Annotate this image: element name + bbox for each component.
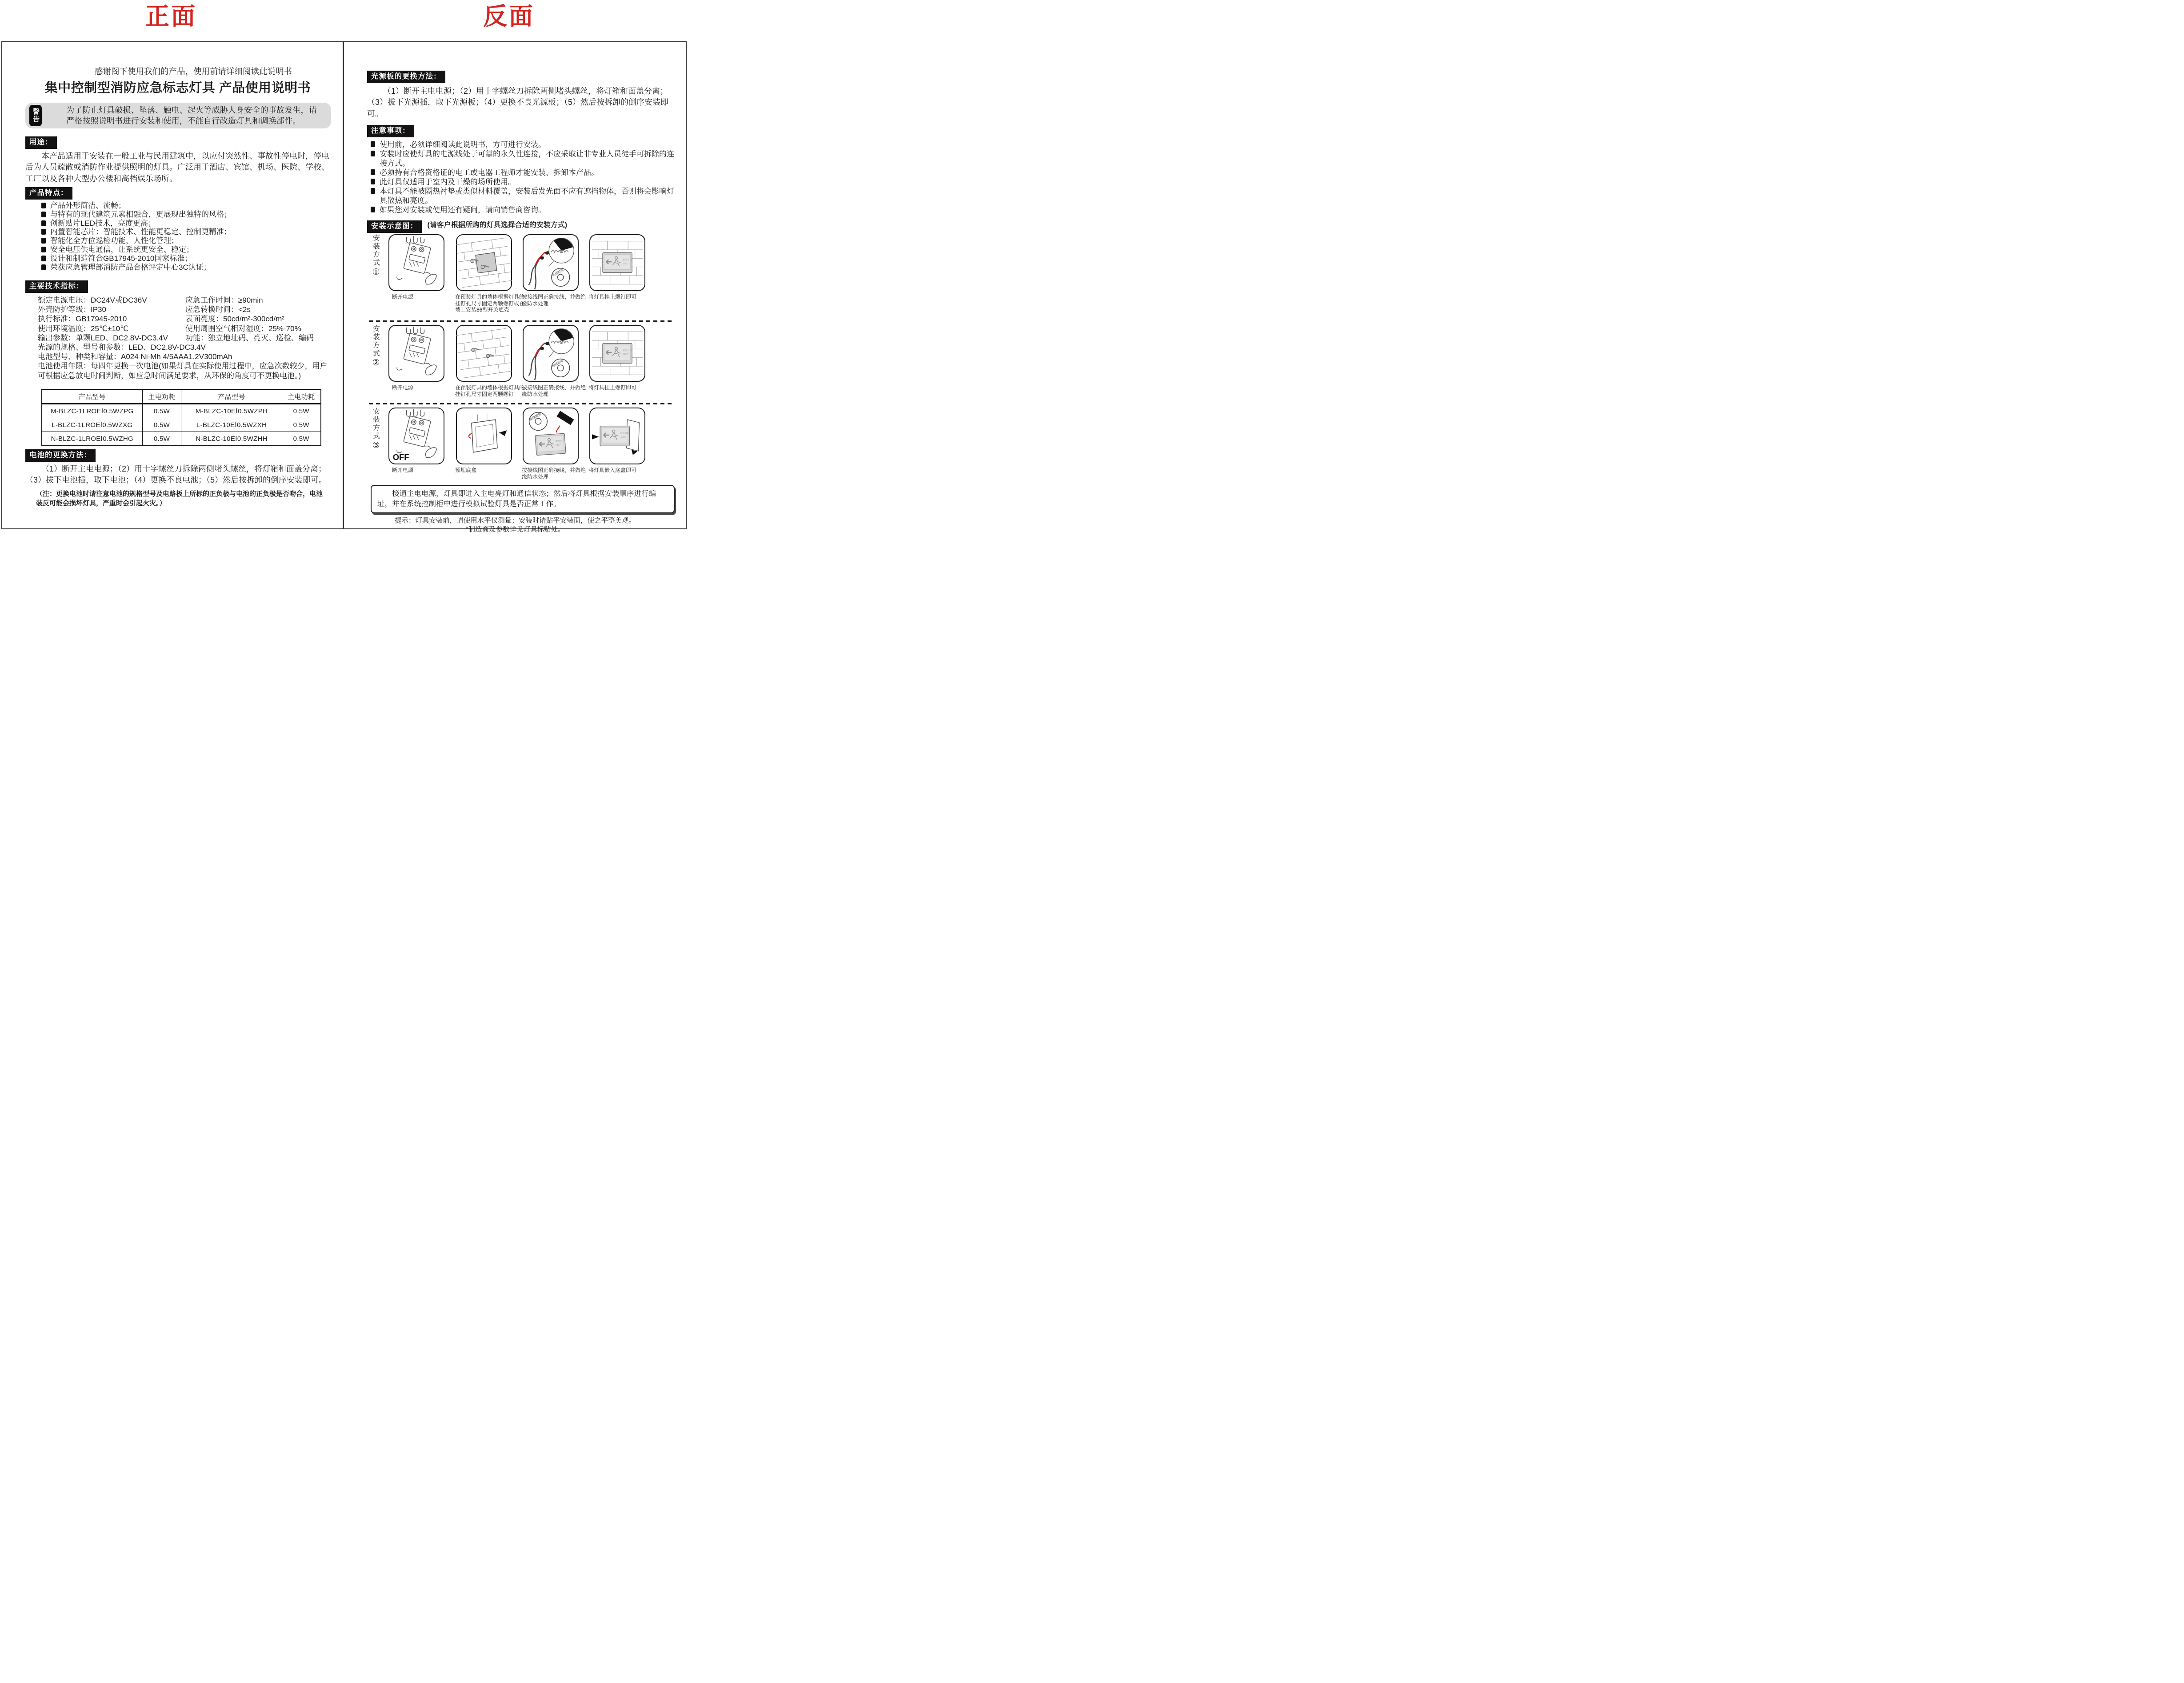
front-page xyxy=(1,41,344,529)
square-bullet-icon xyxy=(371,169,375,175)
panel-wall-plate-illustration xyxy=(456,234,512,291)
col-header: 产品型号 xyxy=(181,389,282,404)
table-header-row xyxy=(42,389,321,404)
feature-item: 内置智能芯片：智能技术、性能更稳定、控制更精准； xyxy=(41,228,335,236)
notes-list xyxy=(371,140,677,215)
panel-recessed-box-illustration xyxy=(456,408,512,464)
square-bullet-icon xyxy=(371,151,375,156)
square-bullet-icon xyxy=(371,141,375,147)
battery-note: （注：更换电池时请注意电池的规格型号及电路板上所标的正负极与电池的正负极是否吻合，电池装反可能会损坏灯具，严重时会引起火灾。） xyxy=(36,490,323,507)
note-item: 此灯具仅适用于室内及干燥的场所使用。 xyxy=(371,177,677,187)
warning-label: 警告 xyxy=(29,105,42,126)
note-item: 安装时应使灯具的电源线处于可靠的永久性连接，不应采取让非专业人员徒手可拆除的连接方式。 xyxy=(371,149,677,168)
col-header: 主电功耗 xyxy=(142,389,181,404)
spec-row: 执行标准：GB17945-2010 表面亮度：50cd/m²-300cd/m² xyxy=(38,315,284,324)
square-bullet-icon xyxy=(41,220,46,226)
features-list xyxy=(41,201,335,272)
back-page-title: 反面 xyxy=(483,3,535,30)
main-title: 集中控制型消防应急标志灯具 产品使用说明书 xyxy=(44,81,311,95)
square-bullet-icon xyxy=(41,238,46,244)
note-item: 必须持有合格资格证的电工或电器工程师才能安装、拆卸本产品。 xyxy=(371,168,677,177)
square-bullet-icon xyxy=(371,188,375,194)
dashed-divider xyxy=(369,320,674,322)
panel-wiring-illustration xyxy=(523,234,579,291)
section-header-battery: 电池的更换方法： xyxy=(25,449,96,462)
install-method-label: 安装方式② xyxy=(371,325,380,368)
table-row: M-BLZC-1LROEⅠ0.5WZPG 0.5W M-BLZC-10EⅠ0.5WZPH 0.5W xyxy=(42,404,321,418)
square-bullet-icon xyxy=(41,256,46,261)
front-page-title: 正面 xyxy=(145,3,197,30)
specs-grid xyxy=(38,296,335,380)
lightsource-steps: （1）断开主电电源；（2）用十字螺丝刀拆除两侧堵头螺丝，将灯箱和面盖分离；（3）拔下光源插，取下光源板；（4）更换不良光源板；（5）然后按拆卸的倒序安装即可。 xyxy=(367,87,669,118)
col-header: 产品型号 xyxy=(42,389,142,404)
feature-item: 产品外形简洁、流畅； xyxy=(41,201,335,210)
panel-caption: 将灯具嵌入底盒即可 xyxy=(588,467,637,473)
spec-row: 外壳防护等级：IP30 应急转换时间：<2s xyxy=(38,305,251,314)
feature-item: 荣获应急管理部消防产品合格评定中心3C认证； xyxy=(41,263,335,272)
panel-caption: 在预装灯具的墙体根据灯具的挂钉孔尺寸固定两颗螺钉 xyxy=(455,384,525,397)
table-row: N-BLZC-1LROEⅠ0.5WZHG 0.5W N-BLZC-10EⅠ0.5WZHH 0.5W xyxy=(42,432,321,446)
install-method-label: 安装方式③ xyxy=(371,408,380,450)
dashed-divider xyxy=(369,403,674,404)
panel-wall-screws-illustration xyxy=(456,325,512,382)
panel-breaker-off-illustration xyxy=(388,408,444,464)
panel-caption: 按接线图正确接线，并做绝缘防水处理 xyxy=(522,294,586,307)
square-bullet-icon xyxy=(371,207,375,212)
feature-item: 安全电压供电通信，让系统更安全、稳定； xyxy=(41,245,335,254)
panel-sign-on-wall-illustration xyxy=(589,234,645,291)
commissioning-box: 接通主电电源，灯具即进入主电亮灯和通信状态；然后将灯具根据安装顺序进行编址，并在系统控制柜中进行模拟试验灯具是否正常工作。 xyxy=(371,485,675,513)
panel-breaker-illustration xyxy=(388,234,444,291)
feature-item: 与特有的现代建筑元素相融合，更展现出独特的风格； xyxy=(41,210,335,219)
spec-line: 电池使用年限：每四年更换一次电池(如果灯具在实际使用过程中，应急次数较少，用户可根据应急放电时间判断，如应急时间满足要求，从环保的角度可不更换电池。) xyxy=(38,362,328,380)
note-item: 使用前，必须详细阅读此说明书，方可进行安装。 xyxy=(371,140,677,149)
col-header: 主电功耗 xyxy=(282,389,321,404)
square-bullet-icon xyxy=(41,203,46,208)
hint-line: 提示：灯具安装前，请使用水平仪测量；安装时请贴平安装面，使之平整美观。 xyxy=(394,517,636,524)
section-header-usage: 用途： xyxy=(25,136,57,149)
feature-item: 创新贴片LED技术，亮度更高； xyxy=(41,219,335,228)
section-header-features: 产品特点： xyxy=(25,187,72,200)
spec-row: 使用环境温度：25℃±10℃ 使用周围空气相对湿度：25%-70% xyxy=(38,324,301,333)
panel-caption: 预埋底盒 xyxy=(455,467,477,473)
back-page xyxy=(343,41,687,533)
footnote-line: *制造商及参数详见灯具标贴处。 xyxy=(465,526,565,533)
square-bullet-icon xyxy=(41,247,46,252)
feature-item: 设计和制造符合GB17945-2010国家标准； xyxy=(41,254,335,263)
panel-caption: 将灯具挂上螺钉即可 xyxy=(588,384,637,391)
note-item: 本灯具不能被隔热衬垫或类似材料覆盖，安装后发光面不应有遮挡物体，否则将会影响灯具散热和亮度。 xyxy=(371,187,677,205)
panel-caption: 将灯具挂上螺钉即可 xyxy=(588,294,637,300)
manual-sheet xyxy=(0,0,687,533)
square-bullet-icon xyxy=(41,264,46,270)
spec-line: 光源的规格、型号和参数：LED、DC2.8V-DC3.4V xyxy=(38,343,206,352)
panel-wiring-illustration xyxy=(523,325,579,382)
square-bullet-icon xyxy=(41,229,46,235)
battery-steps: （1）断开主电电源；（2）用十字螺丝刀拆除两侧堵头螺丝，将灯箱和面盖分离；（3）拔下电池插，取下电池；（4）更换不良电池；（5）然后按拆卸的倒序安装即可。 xyxy=(25,464,327,485)
panel-sign-on-wall-illustration xyxy=(589,325,645,382)
panel-caption: 按接线图正确接线，并做绝缘防水处理 xyxy=(522,384,586,397)
square-bullet-icon xyxy=(371,179,375,184)
feature-item: 智能化全方位巡检功能，人性化管理； xyxy=(41,236,335,245)
square-bullet-icon xyxy=(41,212,46,217)
warning-text: 为了防止灯具破损、坠落、触电、起火等威胁人身安全的事故发生，请严格按照说明书进行安装和使用，不能自行改造灯具和调换部件。 xyxy=(66,106,317,125)
panel-caption: 在预装灯具的墙体根据灯具的挂钉孔尺寸固定两颗螺钉或在墙上安装86型开关底壳 xyxy=(455,294,525,313)
spec-row: 输出参数：单颗LED、DC2.8V-DC3.4V 功能：独立地址码、亮灭、巡检、编码 xyxy=(38,333,314,342)
section-header-notes: 注意事项： xyxy=(367,125,414,137)
panel-sign-wiring-illustration xyxy=(523,408,579,464)
note-item: 如果您对安装或使用还有疑问，请向销售商咨询。 xyxy=(371,205,677,215)
install-method-label: 安装方式① xyxy=(371,234,380,277)
section-header-specs: 主要技术指标： xyxy=(25,280,88,293)
install-subtitle: (请客户根据所购的灯具选择合适的安装方式) xyxy=(427,221,568,229)
warning-box xyxy=(25,103,331,128)
panel-caption: 断开电源 xyxy=(392,294,414,300)
panel-caption: 按接线图正确接线，并做绝缘防水处理 xyxy=(522,467,586,480)
table-row: L-BLZC-1LROEⅠ0.5WZXG 0.5W L-BLZC-10EⅠ0.5WZXH 0.5W xyxy=(42,418,321,432)
panel-breaker-illustration xyxy=(388,325,444,382)
section-header-lightsource: 光源板的更换方法： xyxy=(367,71,445,83)
panel-caption: 断开电源 xyxy=(392,467,414,473)
model-table xyxy=(41,389,321,446)
panel-sign-into-box-illustration xyxy=(589,408,645,464)
off-label: OFF xyxy=(392,452,409,462)
section-header-install: 安装示意图： xyxy=(367,220,422,233)
panel-caption: 断开电源 xyxy=(392,384,414,391)
spec-row: 额定电源电压：DC24V或DC36V 应急工作时间：≥90min xyxy=(38,296,263,304)
spec-line: 电池型号、种类和容量：A024 Ni-Mh 4/5AAA1.2V300mAh xyxy=(38,352,232,361)
thanks-line: 感谢阁下使用我们的产品，使用前请详细阅读此说明书 xyxy=(94,67,292,76)
usage-text: 本产品适用于安装在一般工业与民用建筑中，以应付突然性、事故性停电时，停电后为人员疏散或消防作业提供照明的灯具。广泛用于酒店、宾馆、机场、医院、学校、工厂以及各种大型办公楼和高档娱乐场所。 xyxy=(25,152,329,183)
